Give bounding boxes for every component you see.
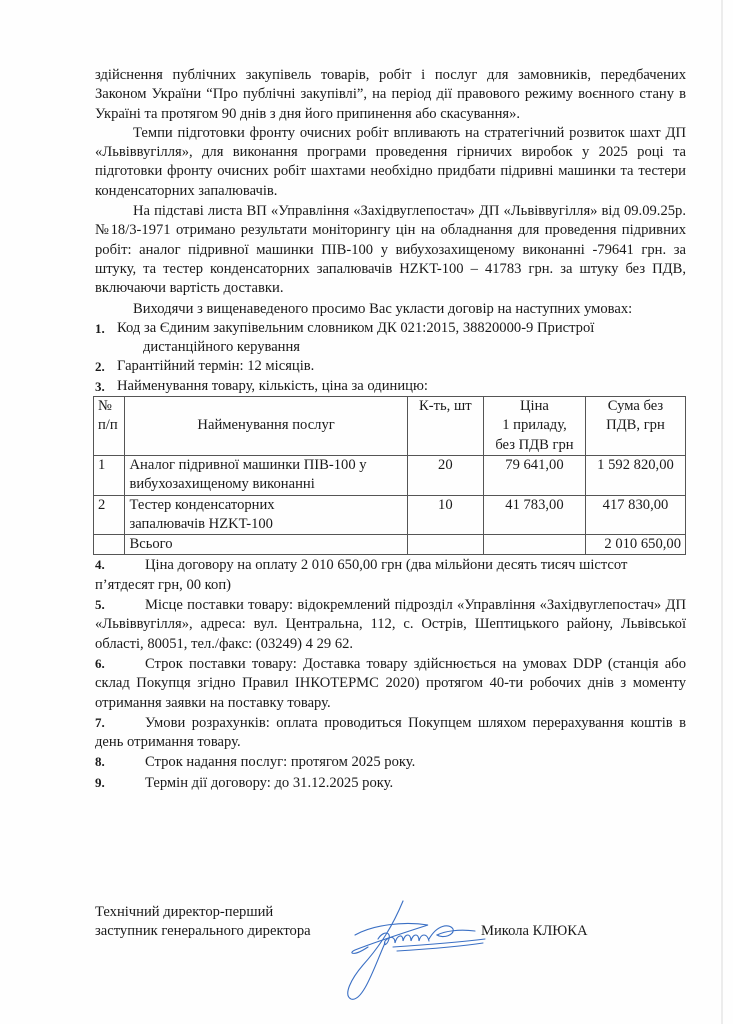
- condition-number: 4.: [95, 557, 105, 573]
- signatory-title-line2: заступник генерального директора: [95, 923, 311, 940]
- condition-number: 9.: [95, 774, 105, 790]
- condition-number: 7.: [95, 714, 105, 730]
- table-total-row: [94, 535, 686, 555]
- condition-1: [95, 319, 686, 338]
- header-name: Найменування послуг: [125, 397, 407, 456]
- cell-total-sum: 2 010 650,00: [585, 535, 685, 555]
- condition-number: 2.: [95, 359, 105, 375]
- header-qty: К-ть, шт: [407, 397, 483, 456]
- header-num-line1: №: [98, 398, 112, 415]
- cell-qty: 10: [407, 495, 483, 535]
- cell-name: Тестер конденсаторних запалювачів HZKT-100: [125, 495, 407, 535]
- condition-4: [95, 555, 686, 595]
- signatory-title-line1: Технічний директор-перший: [95, 904, 274, 920]
- cell-empty: [483, 535, 585, 555]
- document-body: [95, 66, 686, 793]
- condition-text: Строк надання послуг: протягом 2025 року.: [145, 754, 416, 771]
- paragraph-monitoring: На підставі листа ВП «Управління «Західвуглепостач» ДП «Львіввугілля» від 09.09.25р. №18/3-1971 отримано результати моніторингу цін на обладнання для проведення підривних робіт: аналог підривної машинки ПІВ-100 у вибухозахищеному виконанні -79641 грн. за штуку, та тестер конденсаторних запалювачів HZKT-100 – 41783 грн. за штуку без ПДВ, включаючи вартість доставки.: [95, 203, 686, 297]
- cell-total-label: Всього: [125, 535, 407, 555]
- cell-sum: 1 592 820,00: [585, 455, 685, 495]
- header-sum-line2: ПДВ, грн: [606, 417, 665, 434]
- condition-1-continued: дистанційного керування: [143, 339, 301, 356]
- cell-qty: 20: [407, 455, 483, 495]
- header-num-line2: п/п: [98, 417, 118, 434]
- condition-7: [95, 713, 686, 753]
- table-header-row: [94, 397, 686, 456]
- header-sum: [585, 397, 685, 456]
- condition-number: 8.: [95, 754, 105, 770]
- condition-number: 3.: [95, 378, 105, 394]
- condition-text: Код за Єдиним закупівельним словником ДК 021:2015, 38820000-9 Пристрої: [117, 319, 595, 336]
- signatory-name: Микола КЛЮКА: [481, 923, 588, 939]
- condition-5: [95, 595, 686, 654]
- header-price-line2: 1 приладу,: [502, 417, 567, 434]
- handwritten-signature-icon: [333, 895, 498, 1005]
- cell-num: 1: [94, 455, 125, 495]
- header-num: [94, 397, 125, 456]
- scan-edge: [721, 0, 723, 1024]
- cell-price: 79 641,00: [483, 455, 585, 495]
- condition-text: Строк поставки товару: Доставка товару здійснюється на умовах DDP (станція або склад Покупця згідно Правил ІНКОТЕРМС 2020) протягом 40-ти робочих днів з моменту отримання заявки на поставку товару.: [95, 655, 686, 711]
- condition-text: Місце поставки товару: відокремлений підрозділ «Управління «Західвуглепостач» ДП «Львіввугілля», адреса: вул. Центральна, 112, с. Острів, Шептицького району, Львівської області, 80051, тел./факс: (03249) 4 29 62.: [95, 597, 686, 652]
- header-price-line3: без ПДВ грн: [495, 436, 574, 453]
- condition-number: 5.: [95, 597, 105, 613]
- paragraph-request: Виходячи з вищенаведеного просимо Вас укласти договір на наступних умовах:: [133, 300, 633, 317]
- condition-number: 1.: [95, 320, 105, 336]
- header-sum-line1: Сума без: [607, 398, 664, 415]
- cell-name: Аналог підривної машинки ПІВ-100 у вибухозахищеному виконанні: [125, 455, 407, 495]
- condition-9: [95, 773, 686, 793]
- condition-text: Умови розрахунків: оплата проводиться Покупцем шляхом перерахування коштів в день отримання товару.: [95, 714, 686, 751]
- header-price: [483, 397, 585, 456]
- condition-number: 6.: [95, 655, 105, 671]
- cell-empty: [94, 535, 125, 555]
- cell-empty: [407, 535, 483, 555]
- table-row: [94, 495, 686, 535]
- condition-3: [95, 377, 686, 396]
- condition-text: Гарантійний термін: 12 місяців.: [117, 358, 315, 375]
- table-row: [94, 455, 686, 495]
- paragraph-strategy: Темпи підготовки фронту очисних робіт впливають на стратегічний розвиток шахт ДП «Львіввугілля», для виконання програми проведення гірничих виробок у 2025 році та підготовки фронту очисних робіт шахтами необхідно придбати підривні машинки та тестери конденсаторних запалювачів.: [95, 124, 686, 199]
- cell-sum: 417 830,00: [585, 495, 685, 535]
- cell-num: 2: [94, 495, 125, 535]
- paragraph-intro: здійснення публічних закупівель товарів, робіт і послуг для замовників, передбачених Законом України “Про публічні закупівлі”, на період дії правового режиму воєнного стану в Україні та протягом 90 днів з дня його припинення або скасування».: [95, 67, 686, 122]
- condition-2: [95, 357, 686, 376]
- goods-table: [93, 396, 686, 555]
- condition-text: Термін дії договору: до 31.12.2025 року.: [145, 774, 394, 791]
- condition-8: [95, 752, 686, 772]
- header-price-line1: Ціна: [520, 398, 549, 415]
- condition-text: Ціна договору на оплату 2 010 650,00 грн (два мільйони десять тисяч шістсот п’ятдесят грн, 00 коп): [95, 557, 628, 593]
- condition-6: [95, 654, 686, 713]
- condition-text: Найменування товару, кількість, ціна за одиницю:: [117, 377, 428, 394]
- cell-price: 41 783,00: [483, 495, 585, 535]
- signature-block: [95, 903, 655, 942]
